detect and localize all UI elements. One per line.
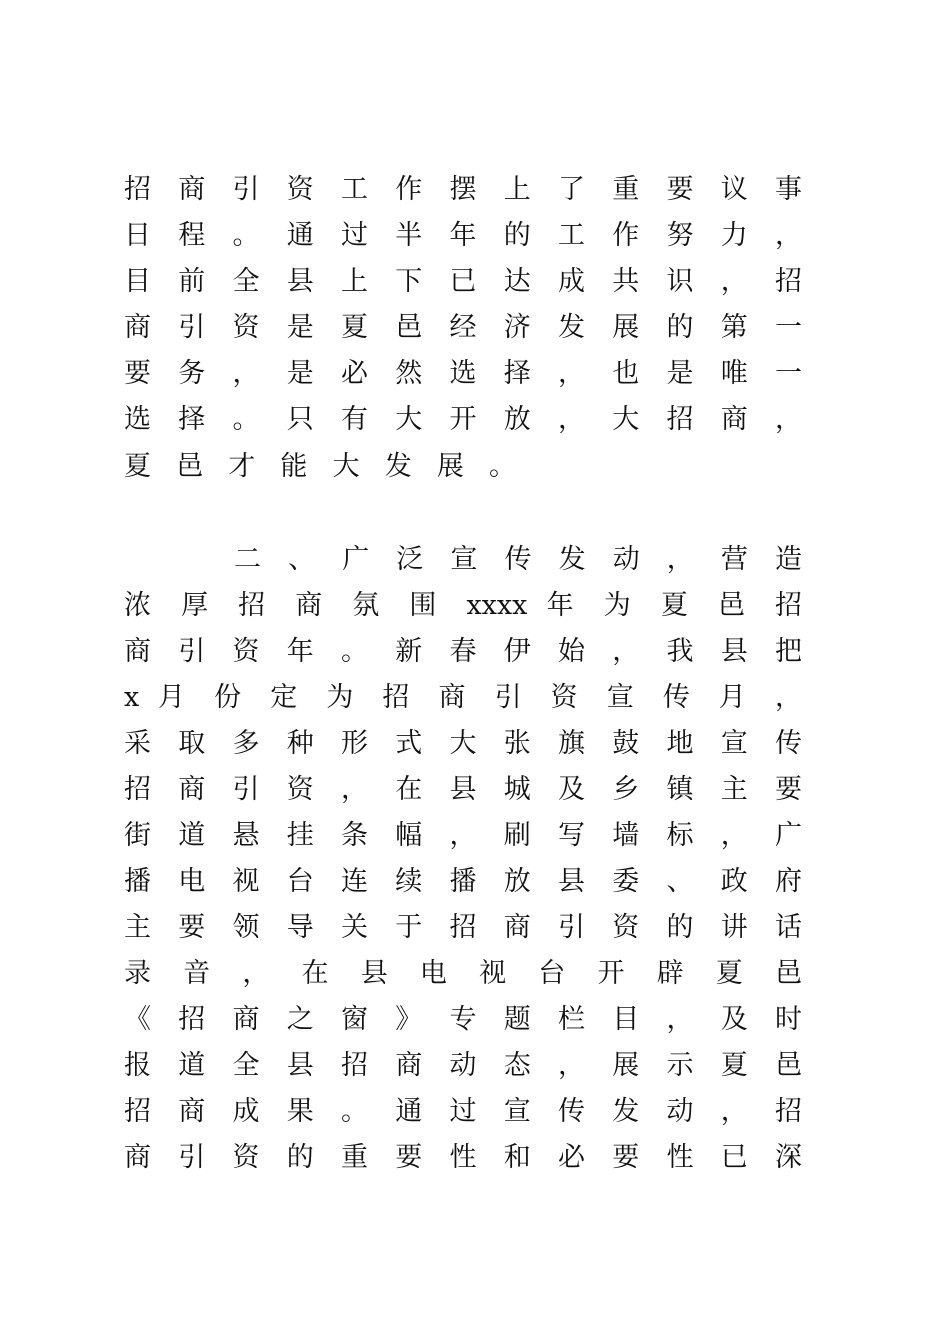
text-line: 商 引 资 年 。 新 春 伊 始 ， 我 县 把 [124,636,802,667]
text-line: 招 商 成 果 。 通 过 宣 传 发 动 ， 招 [124,1096,802,1127]
text-line: 商 引 资 的 重 要 性 和 必 要 性 已 深 [124,1142,802,1173]
text-line: 目 前 全 县 上 下 已 达 成 共 识 ， 招 [124,266,802,297]
text-line: 浓 厚 招 商 氛 围 xxxx 年 为 夏 邑 招 [124,590,802,621]
text-line: 日 程 。 通 过 半 年 的 工 作 努 力 ， [124,220,802,251]
text-line: x 月 份 定 为 招 商 引 资 宣 传 月 ， [124,682,802,713]
text-line: 选 择 。 只 有 大 开 放 ， 大 招 商 ， [124,404,802,435]
text-line: 招 商 引 资 ， 在 县 城 及 乡 镇 主 要 [124,774,802,805]
text-line: 播 电 视 台 连 续 播 放 县 委 、 政 府 [124,866,802,897]
section-heading-line: 二 、 广 泛 宣 传 发 动 ， 营 造 [234,544,802,575]
text-line: 要 务 ， 是 必 然 选 择 ， 也 是 唯 一 [124,358,802,389]
text-line: 商 引 资 是 夏 邑 经 济 发 展 的 第 一 [124,312,802,343]
text-line: 报 道 全 县 招 商 动 态 ， 展 示 夏 邑 [124,1050,802,1081]
text-line: 采 取 多 种 形 式 大 张 旗 鼓 地 宣 传 [124,728,802,759]
text-line: 《 招 商 之 窗 》 专 题 栏 目 ， 及 时 [124,1004,802,1035]
text-line: 主 要 领 导 关 于 招 商 引 资 的 讲 话 [124,912,802,943]
text-line: 招 商 引 资 工 作 摆 上 了 重 要 议 事 [124,174,802,205]
text-line: 夏 邑 才 能 大 发 展 。 [124,451,516,482]
text-line: 街 道 悬 挂 条 幅 ， 刷 写 墙 标 ， 广 [124,820,802,851]
text-line: 录 音 ， 在 县 电 视 台 开 辟 夏 邑 [124,958,802,989]
